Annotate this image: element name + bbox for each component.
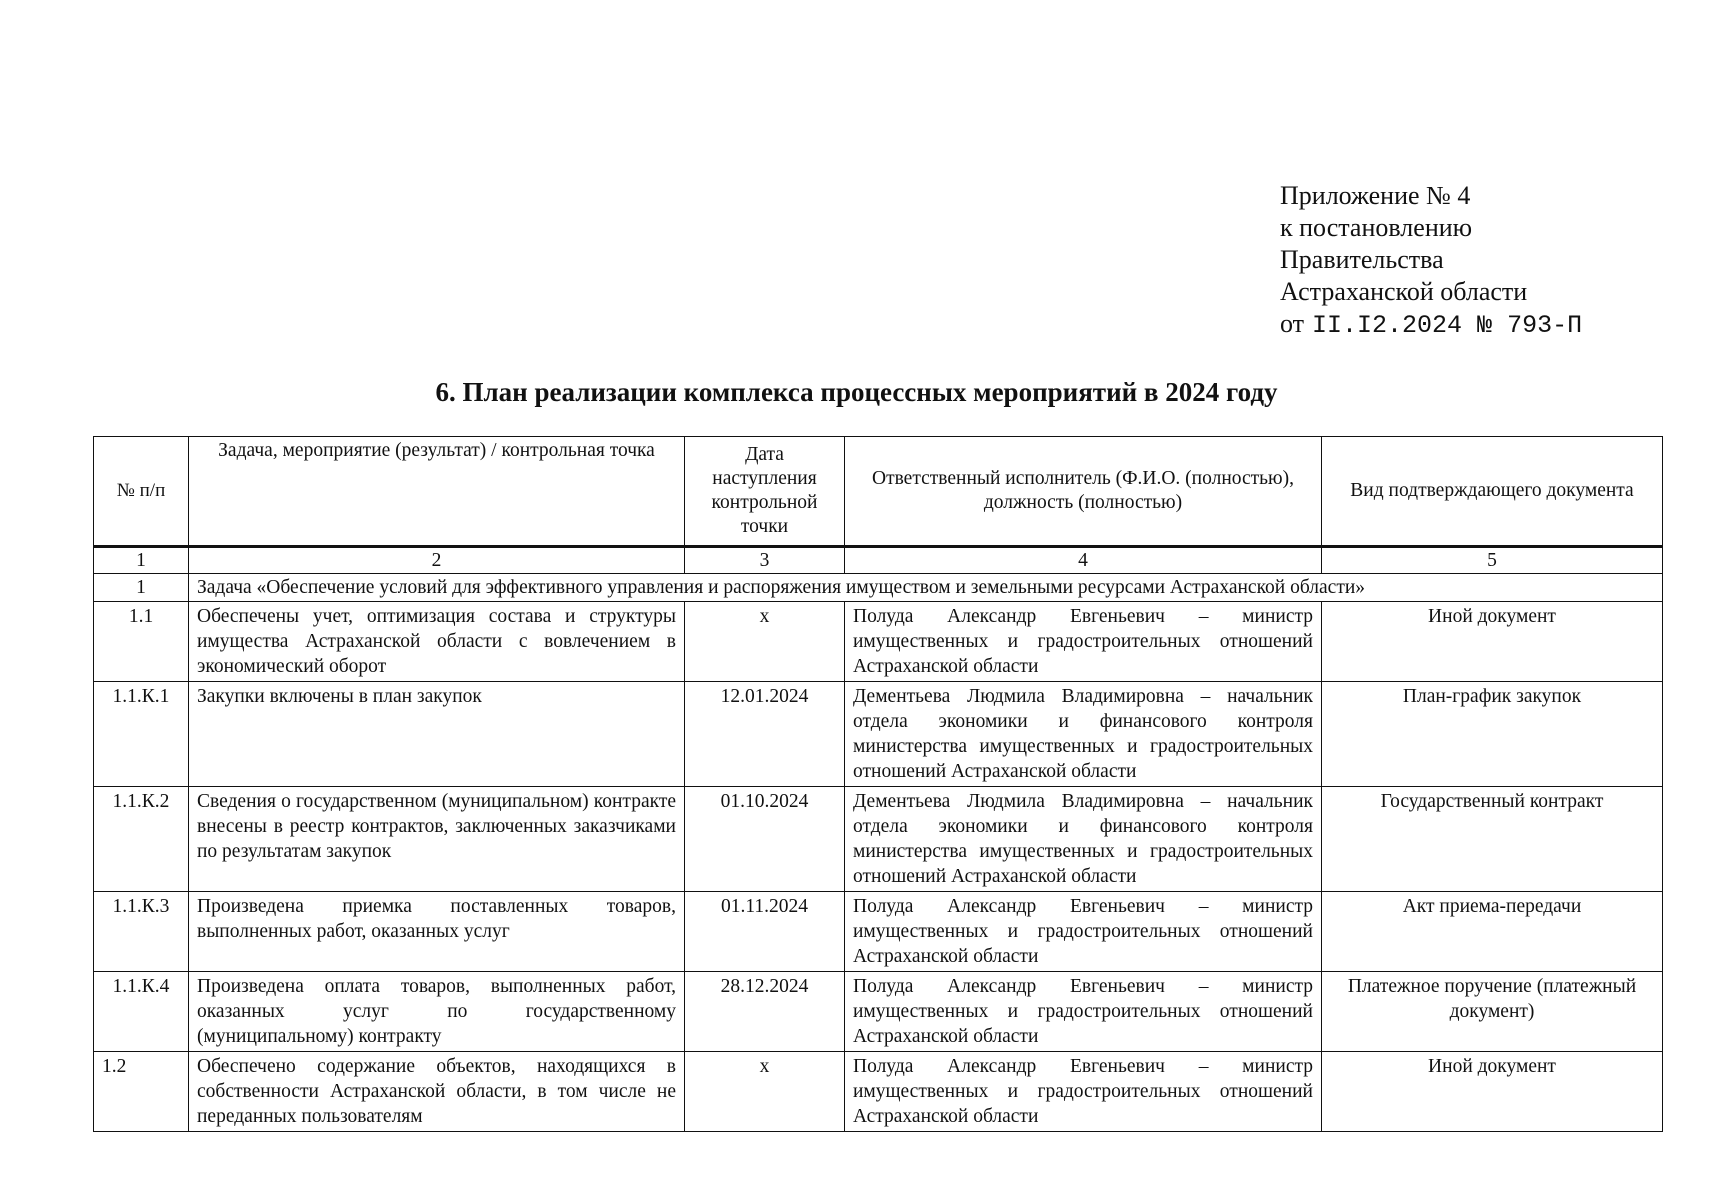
table-row: [94, 787, 1663, 892]
row-date: 01.11.2024: [685, 892, 845, 972]
row-responsible: Полуда Александр Евгеньевич – министр имущественных и градостроительных отношений Астраханской области: [845, 1052, 1322, 1132]
column-number: 5: [1322, 547, 1663, 574]
row-date: 01.10.2024: [685, 787, 845, 892]
row-responsible: Полуда Александр Евгеньевич – министр имущественных и градостроительных отношений Астраханской области: [845, 602, 1322, 682]
row-date: 12.01.2024: [685, 682, 845, 787]
column-number: 4: [845, 547, 1322, 574]
table-row: [94, 682, 1663, 787]
table-row: [94, 602, 1663, 682]
table-row: [94, 1052, 1663, 1132]
header-date: Дата наступления контрольной точки: [685, 437, 845, 547]
row-document: Иной документ: [1322, 602, 1663, 682]
row-item: Произведена оплата товаров, выполненных работ, оказанных услуг по государственному (муниципальному) контракту: [189, 972, 685, 1052]
table-row: [94, 892, 1663, 972]
column-number-row: [94, 547, 1663, 574]
row-number: 1.1: [94, 602, 189, 682]
table-header-row: [94, 437, 1663, 547]
row-document: План-график закупок: [1322, 682, 1663, 787]
row-number: 1.2: [94, 1052, 189, 1132]
row-number: 1.1.К.2: [94, 787, 189, 892]
column-number: 1: [94, 547, 189, 574]
appendix-date-line: [1280, 308, 1582, 342]
row-date: x: [685, 602, 845, 682]
table-row: [94, 972, 1663, 1052]
row-item: Закупки включены в план закупок: [189, 682, 685, 787]
row-responsible: Полуда Александр Евгеньевич – министр имущественных и градостроительных отношений Астраханской области: [845, 972, 1322, 1052]
appendix-block: [1280, 180, 1582, 342]
plan-table: [93, 436, 1663, 1132]
row-number: 1.1.К.1: [94, 682, 189, 787]
header-document: Вид подтверждающего документа: [1322, 437, 1663, 547]
row-document: Платежное поручение (платежный документ): [1322, 972, 1663, 1052]
row-item: Произведена приемка поставленных товаров, выполненных работ, оказанных услуг: [189, 892, 685, 972]
task-text: Задача «Обеспечение условий для эффективного управления и распоряжения имуществом и земельными ресурсами Астраханской области»: [189, 574, 1663, 602]
row-date: 28.12.2024: [685, 972, 845, 1052]
row-document: Иной документ: [1322, 1052, 1663, 1132]
row-date: x: [685, 1052, 845, 1132]
column-number: 2: [189, 547, 685, 574]
page-title: 6. План реализации комплекса процессных мероприятий в 2024 году: [435, 377, 1278, 407]
header-responsible: Ответственный исполнитель (Ф.И.О. (полностью), должность (полностью): [845, 437, 1322, 547]
appendix-date-number-stamp: II.I2.2024 № 793-П: [1312, 311, 1583, 340]
row-number: 1.1.К.4: [94, 972, 189, 1052]
row-number: 1.1.К.3: [94, 892, 189, 972]
task-row: [94, 574, 1663, 602]
row-responsible: Полуда Александр Евгеньевич – министр имущественных и градостроительных отношений Астраханской области: [845, 892, 1322, 972]
row-document: Государственный контракт: [1322, 787, 1663, 892]
column-number: 3: [685, 547, 845, 574]
appendix-line-resolution: к постановлению: [1280, 213, 1473, 242]
task-number: 1: [94, 574, 189, 602]
row-document: Акт приема-передачи: [1322, 892, 1663, 972]
appendix-title: Приложение № 4: [1280, 181, 1471, 210]
appendix-from: от: [1280, 309, 1305, 338]
appendix-line-government: Правительства: [1280, 245, 1444, 274]
row-responsible: Дементьева Людмила Владимировна – начальник отдела экономики и финансового контроля министерства имущественных и градостроительных отношений Астраханской области: [845, 682, 1322, 787]
header-number: № п/п: [94, 437, 189, 547]
appendix-line-region: Астраханской области: [1280, 277, 1528, 306]
row-responsible: Дементьева Людмила Владимировна – начальник отдела экономики и финансового контроля министерства имущественных и градостроительных отношений Астраханской области: [845, 787, 1322, 892]
row-item: Обеспечены учет, оптимизация состава и структуры имущества Астраханской области с вовлечением в экономический оборот: [189, 602, 685, 682]
row-item: Обеспечено содержание объектов, находящихся в собственности Астраханской области, в том числе не переданных пользователям: [189, 1052, 685, 1132]
header-task: Задача, мероприятие (результат) / контрольная точка: [189, 437, 685, 547]
row-item: Сведения о государственном (муниципальном) контракте внесены в реестр контрактов, заключенных заказчиками по результатам закупок: [189, 787, 685, 892]
